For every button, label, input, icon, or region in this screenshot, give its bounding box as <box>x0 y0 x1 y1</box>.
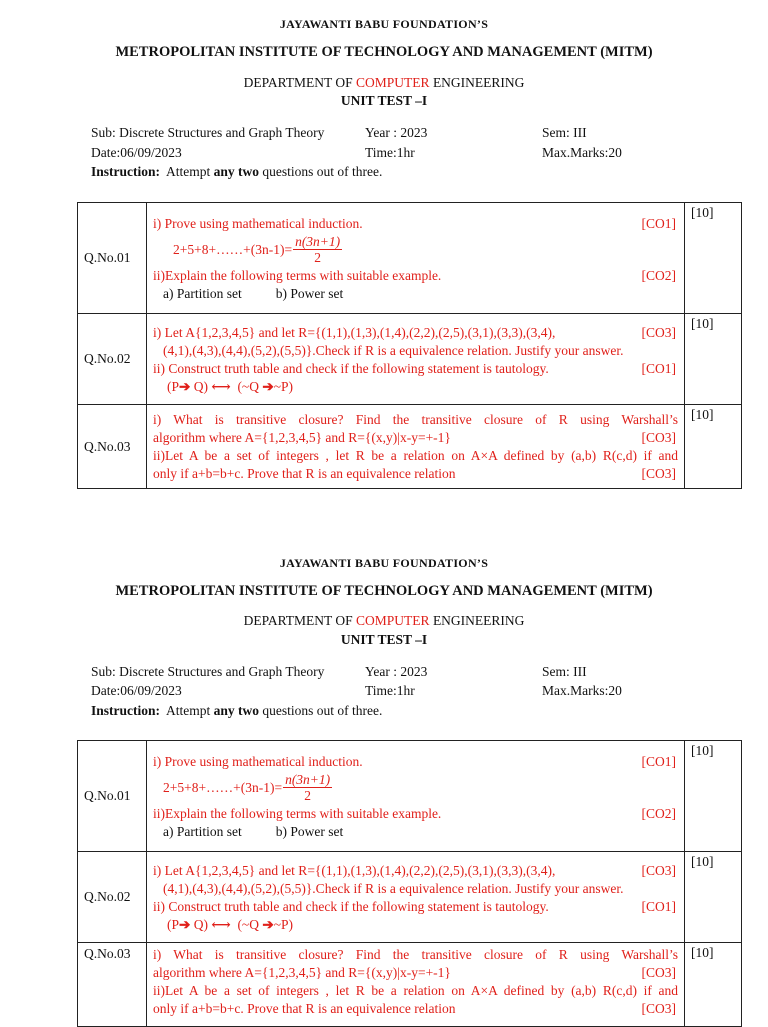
question-content: i) What is transitive closure? Find the transitive closure of R using Warshall’s algorithm where A={1,2,3,4,5} and R={(x,y)|x-y=+-1} [CO3] ii)Let A be a set of integers , let R be a relation on A×A defined by (a,b) R(c,d) if and only if a+b=b+c. Prove that R is an equivalence relation [CO3] <box>147 405 685 489</box>
instruction: Instruction: Attempt any two questions out of three. <box>91 164 383 179</box>
question-content: i) Let A{1,2,3,4,5} and let R={(1,1),(1,3),(1,4),(2,2),(2,5),(3,1),(3,3),(3,4), [CO3] (4,1),(4,3),(4,4),(5,2),(5,5)}.Check if R is a equivalence relation. Justify your answer. ii) Construct truth table and check if the following statement is tautology. [CO1] (P➔ Q) ⟷ (~Q ➔~P) <box>147 852 685 943</box>
question-row <box>78 741 742 852</box>
question-content: i) Let A{1,2,3,4,5} and let R={(1,1),(1,3),(1,4),(2,2),(2,5),(3,1),(3,3),(3,4), [CO3] (4,1),(4,3),(4,4),(5,2),(5,5)}.Check if R is a equivalence relation. Justify your answer. ii) Construct truth table and check if the following statement is tautology. [CO1] (P➔ Q) ⟷ (~Q ➔~P) <box>147 314 685 405</box>
semester: Sem: III <box>542 125 587 140</box>
year: Year : 2023 <box>365 125 428 140</box>
induction-formula: 2+5+8+……+(3n-1)= $\frac{n(3n+1)}{2}$ <box>173 234 341 266</box>
tautology-statement: (P➔ Q) ⟷ (~Q ➔~P) <box>167 378 293 394</box>
foundation-name: JAYAWANTI BABU FOUNDATION’S <box>279 556 489 570</box>
implies-arrow-icon: ➔ <box>262 916 274 932</box>
marks: [10] <box>685 314 742 405</box>
instruction: Instruction: Attempt any two questions out of three. <box>91 703 383 718</box>
date: Date:06/09/2023 <box>91 145 182 160</box>
test-title: UNIT TEST –I <box>340 93 428 108</box>
question-row <box>78 314 742 405</box>
max-marks: Max.Marks:20 <box>542 683 622 698</box>
subject: Sub: Discrete Structures and Graph Theory <box>91 125 325 140</box>
induction-formula: 2+5+8+……+(3n-1)= $\frac{n(3n+1)}{2}$ <box>163 772 331 804</box>
institute-name: METROPOLITAN INSTITUTE OF TECHNOLOGY AND MANAGEMENT (MITM) <box>115 583 653 599</box>
question-number: Q.No.01 <box>78 203 147 314</box>
time: Time:1hr <box>365 683 415 698</box>
question-row <box>78 203 742 314</box>
institute-name: METROPOLITAN INSTITUTE OF TECHNOLOGY AND MANAGEMENT (MITM) <box>115 44 653 60</box>
department-line: DEPARTMENT OF COMPUTER ENGINEERING <box>243 75 525 90</box>
question-number: Q.No.02 <box>78 314 147 405</box>
biconditional-arrow-icon: ⟷ <box>211 916 231 932</box>
question-row <box>78 405 742 489</box>
implies-arrow-icon: ➔ <box>262 378 274 394</box>
question-number: Q.No.01 <box>78 741 147 852</box>
implies-arrow-icon: ➔ <box>179 916 191 932</box>
marks: [10] <box>685 203 742 314</box>
department-line: DEPARTMENT OF COMPUTER ENGINEERING <box>243 613 525 628</box>
questions-table <box>77 202 742 489</box>
year: Year : 2023 <box>365 664 428 679</box>
semester: Sem: III <box>542 664 587 679</box>
time: Time:1hr <box>365 145 415 160</box>
max-marks: Max.Marks:20 <box>542 145 622 160</box>
subject: Sub: Discrete Structures and Graph Theory <box>91 664 325 679</box>
marks: [10] <box>685 405 742 489</box>
question-content: i) What is transitive closure? Find the transitive closure of R using Warshall’s algorithm where A={1,2,3,4,5} and R={(x,y)|x-y=+-1} [CO3] ii)Let A be a set of integers , let R be a relation on A×A defined by (a,b) R(c,d) if and only if a+b=b+c. Prove that R is an equivalence relation [CO3] <box>147 943 685 1027</box>
tautology-statement: (P➔ Q) ⟷ (~Q ➔~P) <box>167 916 293 932</box>
foundation-name: JAYAWANTI BABU FOUNDATION’S <box>279 17 489 31</box>
marks: [10] <box>685 741 742 852</box>
question-number: Q.No.03 <box>78 943 147 1027</box>
date: Date:06/09/2023 <box>91 683 182 698</box>
question-row <box>78 852 742 943</box>
test-title: UNIT TEST –I <box>340 632 428 647</box>
implies-arrow-icon: ➔ <box>179 378 191 394</box>
marks: [10] <box>685 943 742 1027</box>
question-row <box>78 943 742 1027</box>
marks: [10] <box>685 852 742 943</box>
questions-table <box>77 740 742 1027</box>
question-content: i) Prove using mathematical induction. [CO1] 2+5+8+……+(3n-1)= $\frac{n(3n+1)}{2}$ ii)Explain the following terms with suitable example. [CO2] a) Partition set b) Power set <box>147 741 685 852</box>
question-number: Q.No.02 <box>78 852 147 943</box>
biconditional-arrow-icon: ⟷ <box>211 378 231 394</box>
question-number: Q.No.03 <box>78 405 147 489</box>
question-content: i) Prove using mathematical induction. [CO1] 2+5+8+……+(3n-1)= $\frac{n(3n+1)}{2}$ ii)Explain the following terms with suitable example. [CO2] a) Partition set b) Power set <box>147 203 685 314</box>
